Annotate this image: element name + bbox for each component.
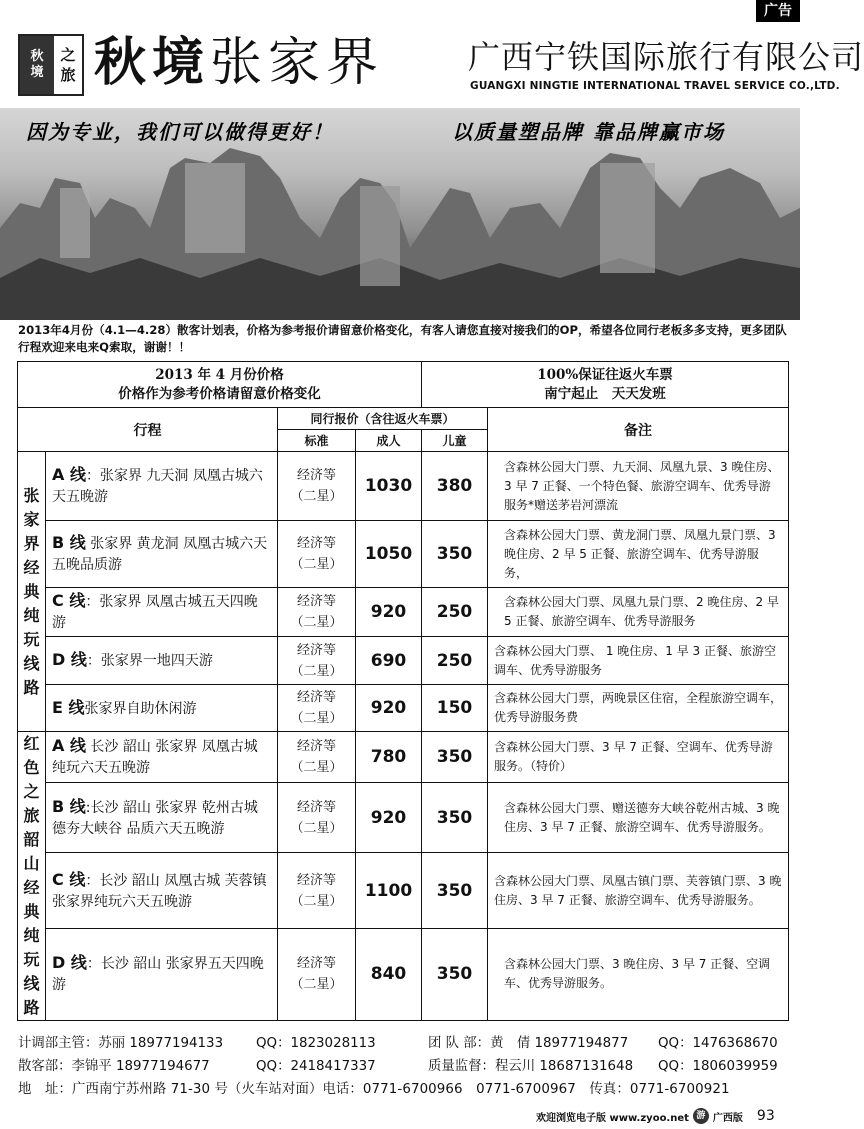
route-desc: 张家界自助休闲游 — [84, 700, 197, 717]
child-price: 350 — [422, 783, 488, 853]
brand-title — [94, 28, 384, 98]
child-price: 150 — [422, 685, 488, 732]
route-desc: ：长沙 韶山 张家界五天四晚游 — [52, 956, 264, 994]
child-price: 380 — [422, 452, 488, 521]
note-cell: 含森林公园大门票、3 晚住房、3 早 7 正餐、空调车、优秀导游服务。 — [488, 928, 789, 1020]
child-price: 350 — [422, 732, 488, 783]
route-line: B 线 — [52, 796, 86, 816]
route-cell — [46, 853, 278, 928]
route-line: D 线 — [52, 650, 87, 669]
header-right-line2: 南宁起止 天天发班 — [544, 385, 666, 402]
slogan-left: 因为专业，我们可以做得更好！ — [26, 120, 334, 144]
group-char: 家 — [23, 509, 40, 529]
logo — [18, 34, 84, 96]
table-row — [18, 783, 789, 853]
slogan-right: 以质量塑品牌 靠品牌赢市场 — [452, 120, 725, 144]
group-char: 之 — [23, 782, 40, 801]
route-desc: :长沙 韶山 张家界 乾州古城 德夯大峡谷 品质六天五晚游 — [52, 799, 258, 837]
std-level: 经济等 — [296, 799, 336, 815]
child-price: 350 — [422, 928, 488, 1020]
route-line: A 线 — [52, 736, 86, 756]
contact-group: 团 队 部：黄 倩 18977194877 — [428, 1036, 629, 1051]
logo-text-char: 旅 — [60, 66, 76, 84]
std-star: （二星） — [290, 557, 343, 572]
adult-price: 920 — [356, 783, 422, 853]
note-cell: 含森林公园大门票、黄龙洞门票、凤凰九景门票、3 晚住房、2 早 5 正餐、旅游空调车、优秀导游服务， — [488, 521, 789, 588]
group-char: 路 — [23, 998, 40, 1017]
adult-price: 920 — [356, 685, 422, 732]
landscape-banner — [0, 108, 800, 320]
contact-qq: QQ：1823028113 — [256, 1036, 376, 1051]
group-char: 山 — [23, 854, 40, 873]
std-cell — [278, 732, 356, 783]
route-line: A 线 — [52, 465, 86, 484]
group-char: 色 — [23, 758, 40, 777]
route-cell — [46, 928, 278, 1020]
std-cell — [278, 928, 356, 1020]
route-cell — [46, 588, 278, 637]
adult-price: 920 — [356, 588, 422, 637]
brand-light: 张家界 — [210, 33, 385, 93]
logo-text-char: 之 — [60, 46, 76, 64]
address-line: 地 址：广西南宁苏州路 71-30 号（火车站对面）电话：0771-6700966 0771-6700967 传真：0771-6700921 — [18, 1082, 730, 1097]
group-char: 路 — [23, 677, 40, 697]
table-header-left — [18, 362, 422, 408]
header-left-line2: 价格作为参考价格请留意价格变化 — [118, 385, 321, 402]
footer-edition: 广西版 — [712, 1112, 743, 1124]
footer-badge: 游 — [693, 1108, 709, 1124]
adult-price: 1050 — [356, 521, 422, 588]
std-cell — [278, 588, 356, 637]
schedule-notice: 2013年4月份（4.1—4.28）散客计划表，价格为参考报价请留意价格变化，有客人请您直接对接我们的OP，希望各位同行老板多多支持，更多团队行程欢迎来电来Q索取，谢谢！！ — [18, 323, 787, 354]
group-char: 红 — [23, 734, 40, 753]
std-star: （二星） — [290, 663, 343, 679]
company-name-en: GUANGXI NINGTIE INTERNATIONAL TRAVEL SERVICE CO.,LTD. — [470, 80, 840, 92]
route-line: B 线 — [52, 533, 86, 552]
adult-price: 1030 — [356, 452, 422, 521]
col-std: 标准 — [278, 430, 356, 452]
std-star: （二星） — [290, 711, 343, 726]
route-cell — [46, 637, 278, 685]
contact-planning: 计调部主管：苏丽 18977194133 — [18, 1036, 224, 1051]
std-level: 经济等 — [296, 594, 336, 609]
table-header-row — [18, 362, 789, 408]
ad-tag: 广告 — [756, 0, 800, 22]
table-row — [18, 732, 789, 783]
route-line: C 线 — [52, 591, 86, 610]
route-desc: ：张家界 凤凰古城五天四晚游 — [52, 594, 258, 631]
child-price: 250 — [422, 588, 488, 637]
contact-row — [18, 1055, 793, 1078]
std-level: 经济等 — [296, 536, 336, 551]
group-char: 经 — [23, 878, 40, 897]
std-star: （二星） — [290, 760, 343, 776]
std-level: 经济等 — [296, 642, 336, 658]
route-desc: 张家界 黄龙洞 凤凰古城六天五晚品质游 — [52, 536, 268, 573]
route-line: C 线 — [52, 869, 86, 889]
contact-qq: QQ：2418417337 — [256, 1059, 376, 1074]
col-note: 备注 — [488, 408, 789, 452]
group-char: 玩 — [23, 950, 40, 969]
std-cell — [278, 853, 356, 928]
route-desc: 长沙 韶山 张家界 凤凰古城纯玩六天五晚游 — [52, 739, 258, 777]
std-level: 经济等 — [296, 872, 336, 888]
column-header-row — [18, 408, 789, 430]
page-number: 93 — [756, 1108, 775, 1124]
group-char: 纯 — [23, 605, 40, 625]
price-table — [17, 361, 789, 1021]
std-cell — [278, 452, 356, 521]
contact-individual: 散客部：李锦平 18977194677 — [18, 1059, 210, 1074]
col-child: 儿童 — [422, 430, 488, 452]
brand-strong: 秋境 — [94, 32, 211, 93]
adult-price: 840 — [356, 928, 422, 1020]
std-level: 经济等 — [296, 468, 336, 483]
header-left-line1: 2013 年 4 月份价格 — [155, 366, 284, 383]
table-row — [18, 685, 789, 732]
std-star: （二星） — [290, 489, 343, 504]
route-desc: ：长沙 韶山 凤凰古城 芙蓉镇 张家界纯玩六天五晚游 — [52, 872, 267, 910]
std-star: （二星） — [290, 615, 343, 630]
group-char: 纯 — [23, 926, 40, 945]
footer-text: 欢迎浏览电子版 www.zyoo.net — [536, 1112, 689, 1124]
std-star: （二星） — [290, 977, 343, 993]
logo-seal-char: 境 — [30, 65, 44, 80]
group-char: 玩 — [23, 629, 40, 649]
route-line: D 线 — [52, 953, 87, 973]
std-level: 经济等 — [296, 956, 336, 972]
table-row — [18, 588, 789, 637]
std-star: （二星） — [290, 820, 343, 836]
std-cell — [278, 783, 356, 853]
std-level: 经济等 — [296, 690, 336, 705]
route-cell — [46, 521, 278, 588]
group-char: 韶 — [23, 830, 40, 849]
logo-seal — [20, 36, 54, 94]
std-cell — [278, 637, 356, 685]
child-price: 350 — [422, 853, 488, 928]
contact-row — [18, 1032, 793, 1055]
logo-seal-char: 秋 — [30, 49, 44, 64]
route-desc: ：张家界一地四天游 — [86, 653, 213, 669]
group-char: 界 — [23, 533, 40, 553]
route-cell — [46, 783, 278, 853]
table-row — [18, 452, 789, 521]
contact-qq: QQ：1806039959 — [658, 1059, 778, 1074]
contact-info — [18, 1032, 793, 1101]
table-row — [18, 521, 789, 588]
std-cell — [278, 685, 356, 732]
adult-price: 690 — [356, 637, 422, 685]
footer — [536, 1108, 775, 1124]
table-row — [18, 637, 789, 685]
note-cell: 含森林公园大门票、 1 晚住房、1 早 3 正餐、旅游空调车、优秀导游服务 — [488, 637, 789, 685]
group-char: 典 — [23, 902, 40, 921]
note-cell: 含森林公园大门票、凤凰古镇门票、芙蓉镇门票、3 晚住房、3 早 7 正餐、旅游空调车、优秀导游服务。 — [488, 853, 789, 928]
adult-price: 780 — [356, 732, 422, 783]
route-cell — [46, 452, 278, 521]
contact-quality: 质量监督：程云川 18687131648 — [428, 1059, 634, 1074]
group-char: 线 — [23, 653, 40, 673]
route-desc: ：张家界 九天洞 凤凰古城六天五晚游 — [52, 468, 263, 505]
table-row — [18, 928, 789, 1020]
contact-qq: QQ：1476368670 — [658, 1036, 778, 1051]
group-char: 经 — [23, 557, 40, 577]
route-cell — [46, 732, 278, 783]
group-char: 线 — [23, 974, 40, 993]
group-label-shaoshan — [18, 732, 46, 1021]
logo-text — [54, 36, 82, 94]
note-cell: 含森林公园大门票、3 早 7 正餐、空调车、优秀导游服务。（特价） — [488, 732, 789, 783]
std-star: （二星） — [290, 893, 343, 909]
table-row — [18, 853, 789, 928]
adult-price: 1100 — [356, 853, 422, 928]
route-line: E 线 — [52, 697, 85, 717]
company-name: 广西宁铁国际旅行有限公司 — [468, 38, 864, 76]
group-label-zhangjiajie — [18, 452, 46, 732]
group-char: 典 — [23, 581, 40, 601]
col-price: 同行报价（含往返火车票） — [278, 408, 488, 430]
child-price: 350 — [422, 521, 488, 588]
note-cell: 含森林公园大门票、九天洞、凤凰九景、3 晚住房、3 早 7 正餐、一个特色餐、旅游空调车、优秀导游服务*赠送茅岩河漂流 — [488, 452, 789, 521]
std-level: 经济等 — [296, 739, 336, 755]
header-right-line1: 100%保证往返火车票 — [537, 366, 673, 383]
note-cell: 含森林公园大门票、凤凰九景门票、2 晚住房、2 早 5 正餐、旅游空调车、优秀导游服务 — [488, 588, 789, 637]
std-cell — [278, 521, 356, 588]
note-cell: 含森林公园大门票、赠送德夯大峡谷乾州古城、3 晚住房、3 早 7 正餐、旅游空调车、优秀导游服务。 — [488, 783, 789, 853]
header — [18, 26, 864, 104]
group-char: 张 — [23, 485, 40, 505]
child-price: 250 — [422, 637, 488, 685]
route-cell — [46, 685, 278, 732]
group-char: 旅 — [23, 806, 40, 825]
table-header-right — [422, 362, 789, 408]
col-adult: 成人 — [356, 430, 422, 452]
note-cell: 含森林公园大门票，两晚景区住宿，全程旅游空调车，优秀导游服务费 — [488, 685, 789, 732]
col-route: 行程 — [18, 408, 278, 452]
